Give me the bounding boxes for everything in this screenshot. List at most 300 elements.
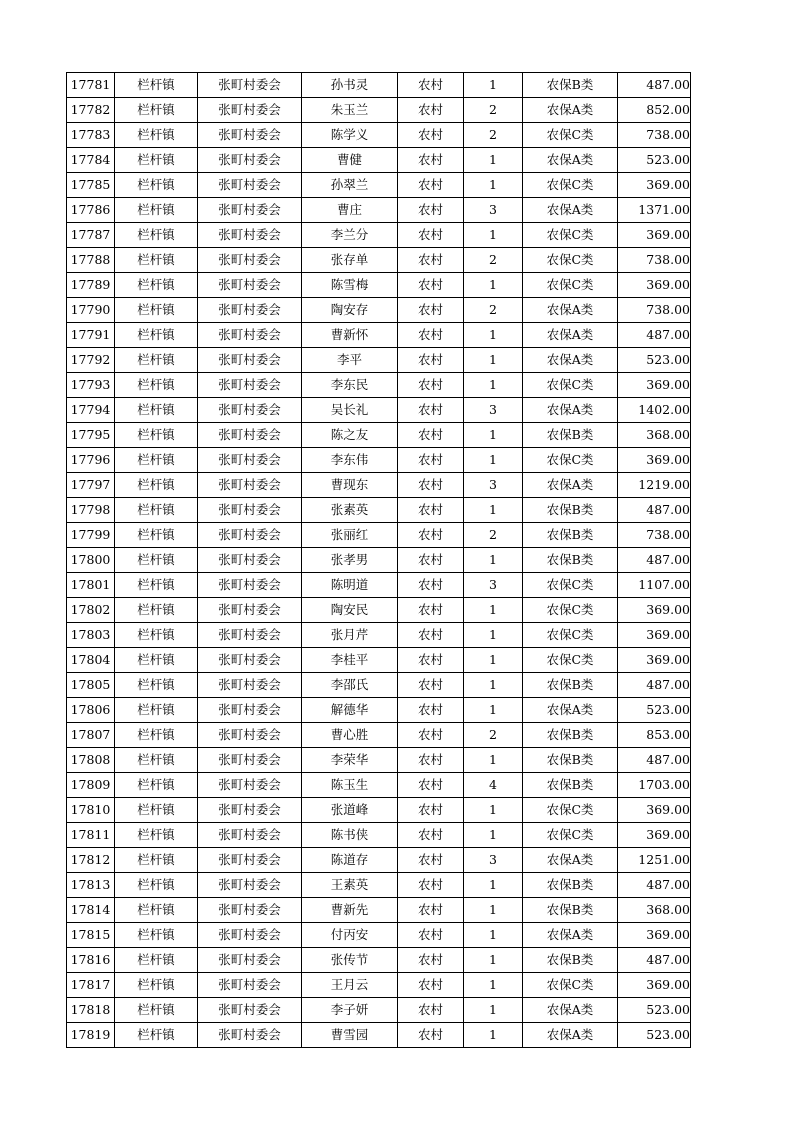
person-name-cell: 朱玉兰 xyxy=(302,98,398,123)
insurance-category-cell: 农保C类 xyxy=(523,973,618,998)
town-cell: 栏杆镇 xyxy=(115,448,198,473)
record-id-cell: 17800 xyxy=(67,548,115,573)
record-id-cell: 17816 xyxy=(67,948,115,973)
area-type-cell: 农村 xyxy=(398,248,464,273)
area-type-cell: 农村 xyxy=(398,698,464,723)
person-name-cell: 陈雪梅 xyxy=(302,273,398,298)
amount-cell: 369.00 xyxy=(618,923,691,948)
town-cell: 栏杆镇 xyxy=(115,998,198,1023)
record-id-cell: 17804 xyxy=(67,648,115,673)
area-type-cell: 农村 xyxy=(398,748,464,773)
village-committee-cell: 张町村委会 xyxy=(198,498,302,523)
amount-cell: 487.00 xyxy=(618,498,691,523)
record-id-cell: 17813 xyxy=(67,873,115,898)
amount-cell: 487.00 xyxy=(618,73,691,98)
village-committee-cell: 张町村委会 xyxy=(198,423,302,448)
village-committee-cell: 张町村委会 xyxy=(198,873,302,898)
area-type-cell: 农村 xyxy=(398,773,464,798)
person-name-cell: 李邵氏 xyxy=(302,673,398,698)
area-type-cell: 农村 xyxy=(398,173,464,198)
amount-cell: 523.00 xyxy=(618,998,691,1023)
person-name-cell: 张丽红 xyxy=(302,523,398,548)
table-row xyxy=(67,548,691,573)
table-row xyxy=(67,748,691,773)
household-count-cell: 1 xyxy=(464,998,523,1023)
household-count-cell: 1 xyxy=(464,823,523,848)
person-name-cell: 张素英 xyxy=(302,498,398,523)
village-committee-cell: 张町村委会 xyxy=(198,348,302,373)
household-count-cell: 2 xyxy=(464,98,523,123)
amount-cell: 369.00 xyxy=(618,373,691,398)
amount-cell: 369.00 xyxy=(618,598,691,623)
person-name-cell: 曹新先 xyxy=(302,898,398,923)
village-committee-cell: 张町村委会 xyxy=(198,523,302,548)
area-type-cell: 农村 xyxy=(398,623,464,648)
table-row xyxy=(67,298,691,323)
amount-cell: 369.00 xyxy=(618,798,691,823)
household-count-cell: 1 xyxy=(464,323,523,348)
amount-cell: 369.00 xyxy=(618,173,691,198)
insurance-category-cell: 农保B类 xyxy=(523,898,618,923)
town-cell: 栏杆镇 xyxy=(115,348,198,373)
household-count-cell: 2 xyxy=(464,123,523,148)
household-count-cell: 1 xyxy=(464,873,523,898)
person-name-cell: 张月芹 xyxy=(302,623,398,648)
household-count-cell: 1 xyxy=(464,273,523,298)
town-cell: 栏杆镇 xyxy=(115,648,198,673)
insurance-category-cell: 农保C类 xyxy=(523,248,618,273)
area-type-cell: 农村 xyxy=(398,798,464,823)
town-cell: 栏杆镇 xyxy=(115,823,198,848)
table-row xyxy=(67,923,691,948)
insurance-category-cell: 农保A类 xyxy=(523,923,618,948)
table-row xyxy=(67,198,691,223)
household-count-cell: 1 xyxy=(464,748,523,773)
amount-cell: 852.00 xyxy=(618,98,691,123)
insurance-category-cell: 农保C类 xyxy=(523,373,618,398)
insurance-category-cell: 农保B类 xyxy=(523,948,618,973)
insurance-category-cell: 农保B类 xyxy=(523,548,618,573)
household-count-cell: 1 xyxy=(464,898,523,923)
town-cell: 栏杆镇 xyxy=(115,98,198,123)
person-name-cell: 王素英 xyxy=(302,873,398,898)
record-id-cell: 17812 xyxy=(67,848,115,873)
village-committee-cell: 张町村委会 xyxy=(198,148,302,173)
household-count-cell: 2 xyxy=(464,248,523,273)
area-type-cell: 农村 xyxy=(398,123,464,148)
town-cell: 栏杆镇 xyxy=(115,248,198,273)
town-cell: 栏杆镇 xyxy=(115,698,198,723)
insurance-category-cell: 农保B类 xyxy=(523,873,618,898)
table-row xyxy=(67,323,691,348)
insurance-category-cell: 农保A类 xyxy=(523,698,618,723)
area-type-cell: 农村 xyxy=(398,573,464,598)
person-name-cell: 曹庄 xyxy=(302,198,398,223)
record-id-cell: 17787 xyxy=(67,223,115,248)
record-id-cell: 17795 xyxy=(67,423,115,448)
insurance-category-cell: 农保C类 xyxy=(523,648,618,673)
table-row xyxy=(67,973,691,998)
table-row xyxy=(67,498,691,523)
household-count-cell: 1 xyxy=(464,798,523,823)
record-id-cell: 17806 xyxy=(67,698,115,723)
household-count-cell: 1 xyxy=(464,598,523,623)
area-type-cell: 农村 xyxy=(398,73,464,98)
town-cell: 栏杆镇 xyxy=(115,923,198,948)
household-count-cell: 2 xyxy=(464,723,523,748)
table-row xyxy=(67,373,691,398)
person-name-cell: 曹心胜 xyxy=(302,723,398,748)
record-id-cell: 17794 xyxy=(67,398,115,423)
record-id-cell: 17807 xyxy=(67,723,115,748)
area-type-cell: 农村 xyxy=(398,548,464,573)
household-count-cell: 2 xyxy=(464,298,523,323)
record-id-cell: 17784 xyxy=(67,148,115,173)
village-committee-cell: 张町村委会 xyxy=(198,448,302,473)
insurance-category-cell: 农保C类 xyxy=(523,598,618,623)
town-cell: 栏杆镇 xyxy=(115,948,198,973)
table-row xyxy=(67,98,691,123)
area-type-cell: 农村 xyxy=(398,598,464,623)
household-count-cell: 1 xyxy=(464,223,523,248)
town-cell: 栏杆镇 xyxy=(115,198,198,223)
village-committee-cell: 张町村委会 xyxy=(198,298,302,323)
amount-cell: 369.00 xyxy=(618,223,691,248)
insurance-category-cell: 农保C类 xyxy=(523,798,618,823)
insurance-category-cell: 农保B类 xyxy=(523,673,618,698)
insurance-category-cell: 农保A类 xyxy=(523,998,618,1023)
town-cell: 栏杆镇 xyxy=(115,573,198,598)
insurance-category-cell: 农保C类 xyxy=(523,273,618,298)
table-row xyxy=(67,473,691,498)
table-row xyxy=(67,848,691,873)
town-cell: 栏杆镇 xyxy=(115,148,198,173)
town-cell: 栏杆镇 xyxy=(115,423,198,448)
person-name-cell: 陈书侠 xyxy=(302,823,398,848)
table-row xyxy=(67,1023,691,1048)
household-count-cell: 1 xyxy=(464,498,523,523)
village-committee-cell: 张町村委会 xyxy=(198,973,302,998)
person-name-cell: 曹雪园 xyxy=(302,1023,398,1048)
area-type-cell: 农村 xyxy=(398,423,464,448)
person-name-cell: 陶安民 xyxy=(302,598,398,623)
amount-cell: 487.00 xyxy=(618,948,691,973)
household-count-cell: 1 xyxy=(464,923,523,948)
table-row xyxy=(67,273,691,298)
insurance-category-cell: 农保A类 xyxy=(523,348,618,373)
person-name-cell: 王月云 xyxy=(302,973,398,998)
insurance-category-cell: 农保C类 xyxy=(523,123,618,148)
village-committee-cell: 张町村委会 xyxy=(198,923,302,948)
table-row xyxy=(67,423,691,448)
village-committee-cell: 张町村委会 xyxy=(198,748,302,773)
amount-cell: 523.00 xyxy=(618,148,691,173)
amount-cell: 1371.00 xyxy=(618,198,691,223)
town-cell: 栏杆镇 xyxy=(115,548,198,573)
amount-cell: 487.00 xyxy=(618,548,691,573)
person-name-cell: 孙书灵 xyxy=(302,73,398,98)
amount-cell: 369.00 xyxy=(618,648,691,673)
person-name-cell: 李东伟 xyxy=(302,448,398,473)
area-type-cell: 农村 xyxy=(398,298,464,323)
record-id-cell: 17793 xyxy=(67,373,115,398)
village-committee-cell: 张町村委会 xyxy=(198,848,302,873)
table-row xyxy=(67,173,691,198)
area-type-cell: 农村 xyxy=(398,148,464,173)
table-row xyxy=(67,248,691,273)
record-id-cell: 17782 xyxy=(67,98,115,123)
amount-cell: 1402.00 xyxy=(618,398,691,423)
amount-cell: 738.00 xyxy=(618,298,691,323)
insurance-category-cell: 农保A类 xyxy=(523,148,618,173)
insurance-category-cell: 农保B类 xyxy=(523,773,618,798)
record-id-cell: 17796 xyxy=(67,448,115,473)
town-cell: 栏杆镇 xyxy=(115,1023,198,1048)
area-type-cell: 农村 xyxy=(398,948,464,973)
household-count-cell: 1 xyxy=(464,373,523,398)
table-row xyxy=(67,448,691,473)
amount-cell: 738.00 xyxy=(618,123,691,148)
amount-cell: 368.00 xyxy=(618,423,691,448)
table-row xyxy=(67,348,691,373)
amount-cell: 368.00 xyxy=(618,898,691,923)
area-type-cell: 农村 xyxy=(398,348,464,373)
person-name-cell: 曹健 xyxy=(302,148,398,173)
person-name-cell: 曹现东 xyxy=(302,473,398,498)
town-cell: 栏杆镇 xyxy=(115,473,198,498)
person-name-cell: 李桂平 xyxy=(302,648,398,673)
area-type-cell: 农村 xyxy=(398,998,464,1023)
area-type-cell: 农村 xyxy=(398,198,464,223)
area-type-cell: 农村 xyxy=(398,98,464,123)
area-type-cell: 农村 xyxy=(398,448,464,473)
area-type-cell: 农村 xyxy=(398,648,464,673)
household-count-cell: 3 xyxy=(464,473,523,498)
village-committee-cell: 张町村委会 xyxy=(198,398,302,423)
household-count-cell: 3 xyxy=(464,198,523,223)
person-name-cell: 孙翠兰 xyxy=(302,173,398,198)
town-cell: 栏杆镇 xyxy=(115,898,198,923)
amount-cell: 523.00 xyxy=(618,348,691,373)
area-type-cell: 农村 xyxy=(398,273,464,298)
village-committee-cell: 张町村委会 xyxy=(198,223,302,248)
record-id-cell: 17817 xyxy=(67,973,115,998)
area-type-cell: 农村 xyxy=(398,723,464,748)
town-cell: 栏杆镇 xyxy=(115,873,198,898)
village-committee-cell: 张町村委会 xyxy=(198,673,302,698)
record-id-cell: 17791 xyxy=(67,323,115,348)
table-row xyxy=(67,598,691,623)
amount-cell: 487.00 xyxy=(618,673,691,698)
town-cell: 栏杆镇 xyxy=(115,323,198,348)
village-committee-cell: 张町村委会 xyxy=(198,1023,302,1048)
village-committee-cell: 张町村委会 xyxy=(198,248,302,273)
amount-cell: 369.00 xyxy=(618,973,691,998)
person-name-cell: 张孝男 xyxy=(302,548,398,573)
amount-cell: 369.00 xyxy=(618,823,691,848)
insurance-category-cell: 农保B类 xyxy=(523,73,618,98)
amount-cell: 523.00 xyxy=(618,698,691,723)
village-committee-cell: 张町村委会 xyxy=(198,198,302,223)
village-committee-cell: 张町村委会 xyxy=(198,798,302,823)
area-type-cell: 农村 xyxy=(398,498,464,523)
town-cell: 栏杆镇 xyxy=(115,123,198,148)
town-cell: 栏杆镇 xyxy=(115,73,198,98)
person-name-cell: 陈道存 xyxy=(302,848,398,873)
area-type-cell: 农村 xyxy=(398,323,464,348)
amount-cell: 369.00 xyxy=(618,273,691,298)
person-name-cell: 陶安存 xyxy=(302,298,398,323)
insurance-category-cell: 农保A类 xyxy=(523,98,618,123)
record-id-cell: 17802 xyxy=(67,598,115,623)
village-committee-cell: 张町村委会 xyxy=(198,73,302,98)
household-count-cell: 1 xyxy=(464,173,523,198)
person-name-cell: 张道峰 xyxy=(302,798,398,823)
table-row xyxy=(67,948,691,973)
record-id-cell: 17790 xyxy=(67,298,115,323)
insurance-category-cell: 农保A类 xyxy=(523,1023,618,1048)
insurance-category-cell: 农保C类 xyxy=(523,173,618,198)
household-count-cell: 1 xyxy=(464,73,523,98)
insurance-category-cell: 农保B类 xyxy=(523,723,618,748)
person-name-cell: 李东民 xyxy=(302,373,398,398)
record-id-cell: 17783 xyxy=(67,123,115,148)
table-row xyxy=(67,998,691,1023)
table-row xyxy=(67,873,691,898)
household-count-cell: 1 xyxy=(464,698,523,723)
household-count-cell: 1 xyxy=(464,648,523,673)
record-id-cell: 17803 xyxy=(67,623,115,648)
village-committee-cell: 张町村委会 xyxy=(198,323,302,348)
household-count-cell: 1 xyxy=(464,348,523,373)
area-type-cell: 农村 xyxy=(398,873,464,898)
insurance-category-cell: 农保B类 xyxy=(523,523,618,548)
area-type-cell: 农村 xyxy=(398,898,464,923)
table-row xyxy=(67,823,691,848)
insurance-category-cell: 农保B类 xyxy=(523,748,618,773)
town-cell: 栏杆镇 xyxy=(115,223,198,248)
table-row xyxy=(67,773,691,798)
record-id-cell: 17819 xyxy=(67,1023,115,1048)
table-row xyxy=(67,673,691,698)
roster-body xyxy=(67,73,691,1048)
table-row xyxy=(67,523,691,548)
record-id-cell: 17810 xyxy=(67,798,115,823)
area-type-cell: 农村 xyxy=(398,1023,464,1048)
table-row xyxy=(67,123,691,148)
insurance-category-cell: 农保B类 xyxy=(523,498,618,523)
village-committee-cell: 张町村委会 xyxy=(198,98,302,123)
amount-cell: 487.00 xyxy=(618,873,691,898)
village-committee-cell: 张町村委会 xyxy=(198,123,302,148)
village-committee-cell: 张町村委会 xyxy=(198,723,302,748)
household-count-cell: 2 xyxy=(464,523,523,548)
household-count-cell: 1 xyxy=(464,548,523,573)
village-committee-cell: 张町村委会 xyxy=(198,898,302,923)
table-row xyxy=(67,648,691,673)
record-id-cell: 17785 xyxy=(67,173,115,198)
amount-cell: 853.00 xyxy=(618,723,691,748)
person-name-cell: 曹新怀 xyxy=(302,323,398,348)
record-id-cell: 17814 xyxy=(67,898,115,923)
village-committee-cell: 张町村委会 xyxy=(198,773,302,798)
insurance-category-cell: 农保A类 xyxy=(523,198,618,223)
record-id-cell: 17799 xyxy=(67,523,115,548)
area-type-cell: 农村 xyxy=(398,398,464,423)
insurance-category-cell: 农保A类 xyxy=(523,298,618,323)
amount-cell: 369.00 xyxy=(618,448,691,473)
amount-cell: 1107.00 xyxy=(618,573,691,598)
household-count-cell: 1 xyxy=(464,673,523,698)
household-count-cell: 1 xyxy=(464,448,523,473)
record-id-cell: 17792 xyxy=(67,348,115,373)
amount-cell: 1219.00 xyxy=(618,473,691,498)
town-cell: 栏杆镇 xyxy=(115,623,198,648)
area-type-cell: 农村 xyxy=(398,973,464,998)
household-count-cell: 4 xyxy=(464,773,523,798)
household-count-cell: 1 xyxy=(464,423,523,448)
area-type-cell: 农村 xyxy=(398,373,464,398)
town-cell: 栏杆镇 xyxy=(115,748,198,773)
area-type-cell: 农村 xyxy=(398,673,464,698)
amount-cell: 738.00 xyxy=(618,248,691,273)
area-type-cell: 农村 xyxy=(398,923,464,948)
person-name-cell: 张存单 xyxy=(302,248,398,273)
record-id-cell: 17789 xyxy=(67,273,115,298)
insurance-category-cell: 农保C类 xyxy=(523,823,618,848)
table-row xyxy=(67,148,691,173)
town-cell: 栏杆镇 xyxy=(115,798,198,823)
village-committee-cell: 张町村委会 xyxy=(198,273,302,298)
village-committee-cell: 张町村委会 xyxy=(198,548,302,573)
person-name-cell: 陈玉生 xyxy=(302,773,398,798)
village-committee-cell: 张町村委会 xyxy=(198,948,302,973)
village-committee-cell: 张町村委会 xyxy=(198,173,302,198)
household-count-cell: 1 xyxy=(464,1023,523,1048)
record-id-cell: 17788 xyxy=(67,248,115,273)
table-row xyxy=(67,623,691,648)
person-name-cell: 陈明道 xyxy=(302,573,398,598)
household-count-cell: 1 xyxy=(464,148,523,173)
town-cell: 栏杆镇 xyxy=(115,373,198,398)
household-count-cell: 3 xyxy=(464,398,523,423)
insurance-category-cell: 农保A类 xyxy=(523,398,618,423)
town-cell: 栏杆镇 xyxy=(115,848,198,873)
village-committee-cell: 张町村委会 xyxy=(198,698,302,723)
table-row xyxy=(67,398,691,423)
record-id-cell: 17811 xyxy=(67,823,115,848)
town-cell: 栏杆镇 xyxy=(115,523,198,548)
amount-cell: 1251.00 xyxy=(618,848,691,873)
person-name-cell: 陈学义 xyxy=(302,123,398,148)
town-cell: 栏杆镇 xyxy=(115,773,198,798)
area-type-cell: 农村 xyxy=(398,223,464,248)
record-id-cell: 17809 xyxy=(67,773,115,798)
table-row xyxy=(67,73,691,98)
record-id-cell: 17818 xyxy=(67,998,115,1023)
household-count-cell: 3 xyxy=(464,848,523,873)
town-cell: 栏杆镇 xyxy=(115,723,198,748)
person-name-cell: 李兰分 xyxy=(302,223,398,248)
village-committee-cell: 张町村委会 xyxy=(198,648,302,673)
amount-cell: 523.00 xyxy=(618,1023,691,1048)
amount-cell: 738.00 xyxy=(618,523,691,548)
town-cell: 栏杆镇 xyxy=(115,273,198,298)
record-id-cell: 17808 xyxy=(67,748,115,773)
record-id-cell: 17798 xyxy=(67,498,115,523)
subsidy-roster-table xyxy=(66,72,691,1048)
record-id-cell: 17815 xyxy=(67,923,115,948)
